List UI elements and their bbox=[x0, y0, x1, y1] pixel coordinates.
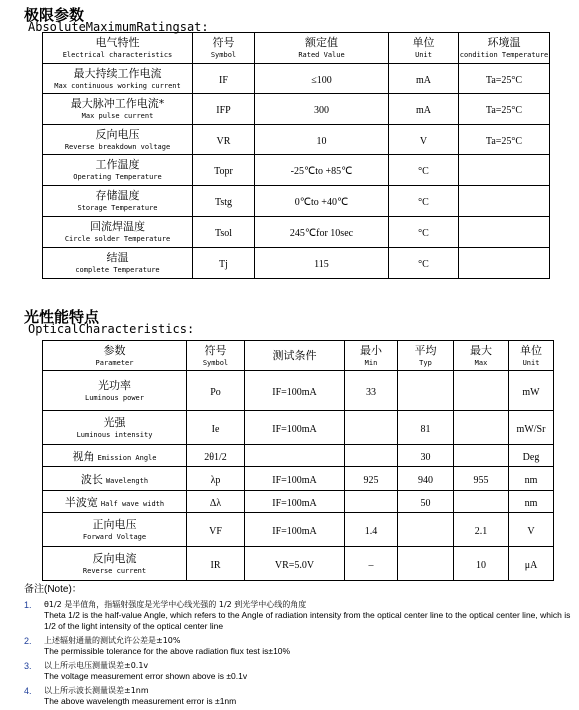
symbol-value: IF bbox=[219, 74, 228, 86]
value-cell bbox=[255, 248, 389, 279]
cond-value: Ta=25°C bbox=[485, 105, 523, 116]
header-cell bbox=[454, 341, 509, 371]
section-title-cn: 光性能特点 bbox=[24, 308, 100, 326]
symbol-cell bbox=[193, 94, 255, 125]
note-text-en: The above wavelength measurement error is ±1nm bbox=[44, 696, 237, 706]
symbol-value: Po bbox=[210, 386, 221, 398]
table-row bbox=[43, 445, 554, 467]
note-body bbox=[44, 685, 236, 707]
parameter-en: complete Temperature bbox=[75, 266, 160, 274]
unit-cell bbox=[389, 155, 459, 186]
value-cell bbox=[255, 64, 389, 94]
header-en: Typ bbox=[419, 358, 432, 367]
unit-value: V bbox=[527, 525, 535, 537]
parameter-cn: 光强 bbox=[103, 415, 126, 429]
parameter-cn: 工作温度 bbox=[95, 158, 140, 171]
cond-cell bbox=[245, 491, 345, 513]
parameter-en: Emission Angle bbox=[97, 453, 157, 462]
unit-cell bbox=[509, 513, 554, 547]
table-row bbox=[43, 94, 550, 125]
parameter-cell bbox=[43, 491, 187, 513]
min-value: 925 bbox=[363, 474, 379, 486]
header-cell bbox=[459, 33, 550, 64]
header-en: Electrical characteristics bbox=[62, 51, 173, 59]
min-cell bbox=[345, 547, 398, 581]
unit-value: V bbox=[419, 135, 428, 147]
symbol-cell bbox=[187, 513, 245, 547]
symbol-value: Topr bbox=[214, 166, 233, 177]
parameter-cell bbox=[43, 445, 187, 467]
header-cn: 电气特性 bbox=[95, 36, 140, 49]
min-cell bbox=[345, 371, 398, 411]
symbol-cell bbox=[187, 445, 245, 467]
header-cell bbox=[187, 341, 245, 371]
symbol-cell bbox=[193, 125, 255, 155]
cond-value: IF=100mA bbox=[272, 474, 317, 486]
value-value: -25℃to +85℃ bbox=[290, 166, 353, 177]
unit-cell bbox=[389, 186, 459, 217]
parameter-cell bbox=[43, 155, 193, 186]
header-cn: 最大 bbox=[470, 343, 492, 357]
header-en: Parameter bbox=[95, 358, 134, 367]
parameter-cell bbox=[43, 513, 187, 547]
min-value: 1.4 bbox=[364, 525, 378, 537]
table-row bbox=[43, 64, 550, 94]
typ-cell bbox=[398, 513, 454, 547]
table-header-row bbox=[43, 33, 550, 64]
cond-cell bbox=[245, 547, 345, 581]
section-title-absolute-max bbox=[24, 8, 209, 32]
min-cell bbox=[345, 411, 398, 445]
parameter-cn: 存储温度 bbox=[95, 189, 140, 202]
table-row bbox=[43, 547, 554, 581]
typ-value: 940 bbox=[418, 474, 433, 486]
min-cell bbox=[345, 491, 398, 513]
parameter-en: Half wave width bbox=[100, 499, 165, 508]
table-row bbox=[43, 411, 554, 445]
parameter-cell bbox=[43, 371, 187, 411]
table-row bbox=[43, 513, 554, 547]
note-number: 1. bbox=[24, 600, 32, 610]
note-text-en: The permissible tolerance for the above radiation flux test is±10% bbox=[44, 646, 291, 656]
notes-title: 备注(Note)： bbox=[24, 584, 82, 595]
parameter-cell bbox=[43, 125, 193, 155]
absolute-max-ratings-table bbox=[42, 32, 550, 279]
parameter-cn: 最大持续工作电流 bbox=[73, 66, 162, 80]
note-body bbox=[44, 660, 247, 682]
unit-value: μA bbox=[524, 559, 538, 571]
header-en: Rated Value bbox=[298, 51, 345, 59]
note-number: 4. bbox=[24, 686, 32, 696]
symbol-cell bbox=[193, 217, 255, 248]
parameter-cn: 视角 bbox=[72, 449, 95, 463]
typ-cell bbox=[398, 445, 454, 467]
max-cell bbox=[454, 491, 509, 513]
parameter-cn: 波长 bbox=[80, 472, 103, 486]
unit-value: Deg bbox=[522, 451, 540, 463]
unit-cell bbox=[509, 411, 554, 445]
table-row bbox=[43, 217, 550, 248]
header-cn: 参数 bbox=[103, 343, 126, 357]
value-cell bbox=[255, 186, 389, 217]
symbol-cell bbox=[187, 491, 245, 513]
table-row bbox=[43, 491, 554, 513]
unit-cell bbox=[389, 64, 459, 94]
symbol-value: Tj bbox=[219, 259, 228, 270]
table-row bbox=[43, 155, 550, 186]
cond-value: Ta=25°C bbox=[485, 74, 523, 86]
header-cell bbox=[345, 341, 398, 371]
cond-cell bbox=[245, 445, 345, 467]
max-cell bbox=[454, 445, 509, 467]
cond-value: IF=100mA bbox=[272, 525, 317, 537]
symbol-value: λp bbox=[210, 474, 221, 486]
symbol-value: Δλ bbox=[209, 497, 222, 509]
cond-cell bbox=[245, 411, 345, 445]
value-value: ≤100 bbox=[311, 74, 332, 86]
parameter-en: Reverse breakdown voltage bbox=[64, 142, 171, 151]
symbol-cell bbox=[187, 467, 245, 491]
unit-value: mW bbox=[522, 386, 540, 398]
note-item bbox=[24, 685, 576, 707]
cond-value: IF=100mA bbox=[272, 423, 317, 435]
note-body bbox=[44, 635, 290, 657]
optical-characteristics-table bbox=[42, 340, 554, 581]
symbol-cell bbox=[193, 248, 255, 279]
header-en: Symbol bbox=[202, 358, 229, 367]
parameter-cell bbox=[43, 186, 193, 217]
symbol-cell bbox=[187, 547, 245, 581]
header-en: condition Temperature bbox=[459, 51, 549, 59]
unit-cell bbox=[389, 217, 459, 248]
unit-value: °C bbox=[418, 197, 429, 208]
header-en: Min bbox=[364, 358, 378, 367]
max-cell bbox=[454, 371, 509, 411]
cond-value: Ta=25°C bbox=[485, 135, 523, 147]
value-value: 10 bbox=[316, 135, 327, 147]
min-cell bbox=[345, 513, 398, 547]
cond-cell bbox=[459, 155, 550, 186]
unit-cell bbox=[509, 445, 554, 467]
symbol-cell bbox=[187, 411, 245, 445]
header-cell bbox=[43, 33, 193, 64]
parameter-en: Luminous intensity bbox=[76, 430, 153, 439]
notes-section bbox=[24, 583, 576, 707]
cond-cell bbox=[459, 186, 550, 217]
parameter-cn: 光功率 bbox=[98, 378, 131, 392]
unit-cell bbox=[389, 125, 459, 155]
header-cn: 平均 bbox=[414, 343, 437, 357]
cond-cell bbox=[459, 94, 550, 125]
typ-cell bbox=[398, 411, 454, 445]
parameter-cn: 反向电压 bbox=[95, 127, 140, 141]
unit-cell bbox=[509, 467, 554, 491]
parameter-cn: 半波宽 bbox=[64, 495, 98, 509]
max-value: 10 bbox=[476, 559, 486, 571]
value-value: 245℃for 10sec bbox=[289, 228, 354, 239]
min-cell bbox=[345, 467, 398, 491]
max-cell bbox=[454, 411, 509, 445]
header-cell bbox=[509, 341, 554, 371]
note-item bbox=[24, 635, 576, 657]
parameter-en: Max pulse current bbox=[81, 112, 154, 120]
parameter-cell bbox=[43, 64, 193, 94]
symbol-value: IR bbox=[210, 559, 221, 571]
parameter-cn: 正向电压 bbox=[92, 517, 137, 531]
max-cell bbox=[454, 513, 509, 547]
cond-cell bbox=[245, 467, 345, 491]
parameter-en: Reverse current bbox=[82, 566, 147, 575]
unit-value: mW/Sr bbox=[516, 423, 546, 435]
note-item bbox=[24, 660, 576, 682]
unit-cell bbox=[509, 371, 554, 411]
parameter-cell bbox=[43, 411, 187, 445]
value-value: 115 bbox=[314, 259, 329, 270]
typ-value: 50 bbox=[420, 497, 431, 509]
min-value: 33 bbox=[366, 386, 376, 398]
header-en: Unit bbox=[415, 51, 432, 59]
value-cell bbox=[255, 94, 389, 125]
typ-cell bbox=[398, 467, 454, 491]
unit-cell bbox=[509, 491, 554, 513]
header-cell bbox=[398, 341, 454, 371]
note-number: 2. bbox=[24, 636, 32, 646]
max-value: 955 bbox=[473, 474, 489, 486]
table-row bbox=[43, 371, 554, 411]
header-cell bbox=[389, 33, 459, 64]
header-cn: 最小 bbox=[360, 343, 382, 357]
min-value: – bbox=[368, 559, 374, 571]
parameter-en: Storage Temperature bbox=[77, 204, 158, 212]
parameter-cell bbox=[43, 248, 193, 279]
cond-cell bbox=[459, 125, 550, 155]
parameter-cn: 最大脉冲工作电流* bbox=[70, 97, 165, 110]
note-body bbox=[44, 599, 576, 632]
header-cn: 额定值 bbox=[305, 36, 338, 49]
table-row bbox=[43, 186, 550, 217]
symbol-value: Ie bbox=[211, 423, 220, 435]
header-cn: 单位 bbox=[520, 343, 542, 357]
cond-value: VR=5.0V bbox=[274, 559, 315, 571]
typ-value: 30 bbox=[420, 451, 431, 463]
cond-cell bbox=[459, 64, 550, 94]
note-text-cn: 以上所示波长测量误差±1nm bbox=[44, 686, 149, 695]
symbol-cell bbox=[193, 155, 255, 186]
symbol-value: VF bbox=[209, 525, 222, 537]
header-en: Symbol bbox=[210, 51, 237, 59]
symbol-cell bbox=[193, 64, 255, 94]
value-value: 300 bbox=[314, 105, 329, 116]
parameter-en: Luminous power bbox=[84, 393, 144, 402]
note-number: 3. bbox=[24, 661, 32, 671]
parameter-cell bbox=[43, 217, 193, 248]
section-title-en: OpticalCharacteristics: bbox=[28, 322, 195, 336]
symbol-value: 2θ1/2 bbox=[204, 451, 227, 463]
parameter-cn: 回流焊温度 bbox=[90, 220, 145, 233]
parameter-cell bbox=[43, 467, 187, 491]
symbol-value: VR bbox=[216, 135, 231, 147]
parameter-cell bbox=[43, 94, 193, 125]
max-cell bbox=[454, 547, 509, 581]
table-row bbox=[43, 248, 550, 279]
symbol-cell bbox=[193, 186, 255, 217]
min-cell bbox=[345, 445, 398, 467]
note-item bbox=[24, 599, 576, 632]
symbol-value: Tsol bbox=[214, 228, 233, 239]
unit-cell bbox=[389, 248, 459, 279]
value-value: 0℃to +40℃ bbox=[294, 197, 349, 208]
header-cn: 符号 bbox=[212, 36, 235, 49]
typ-cell bbox=[398, 491, 454, 513]
value-cell bbox=[255, 125, 389, 155]
section-title-cn: 极限参数 bbox=[24, 6, 85, 24]
header-cn: 单位 bbox=[412, 36, 435, 49]
unit-cell bbox=[389, 94, 459, 125]
typ-value: 81 bbox=[420, 423, 431, 435]
unit-value: nm bbox=[524, 474, 538, 486]
section-title-en: AbsoluteMaximumRatingsat: bbox=[28, 20, 209, 34]
cond-cell bbox=[245, 371, 345, 411]
cond-cell bbox=[459, 217, 550, 248]
unit-value: mA bbox=[416, 74, 431, 86]
typ-cell bbox=[398, 371, 454, 411]
value-cell bbox=[255, 217, 389, 248]
cond-cell bbox=[245, 513, 345, 547]
table-row bbox=[43, 467, 554, 491]
header-cell bbox=[255, 33, 389, 64]
header-cn: 环境温 bbox=[487, 36, 521, 49]
cond-cell bbox=[459, 248, 550, 279]
note-text-en: The voltage measurement error shown above is ±0.1v bbox=[44, 671, 248, 681]
max-value: 2.1 bbox=[474, 525, 488, 537]
unit-value: nm bbox=[524, 497, 538, 509]
header-cn: 测试条件 bbox=[272, 348, 317, 362]
cond-value: IF=100mA bbox=[272, 386, 317, 398]
parameter-en: Wavelength bbox=[105, 476, 149, 485]
unit-value: mA bbox=[416, 105, 431, 116]
symbol-value: Tstg bbox=[214, 197, 233, 208]
header-en: Unit bbox=[522, 358, 540, 367]
table-row bbox=[43, 125, 550, 155]
header-cn: 符号 bbox=[204, 343, 227, 357]
parameter-en: Circle solder Temperature bbox=[64, 235, 171, 243]
parameter-en: Operating Temperature bbox=[73, 173, 162, 181]
header-cell bbox=[43, 341, 187, 371]
note-text-cn: 以上所示电压测量误差±0.1v bbox=[44, 661, 149, 670]
symbol-cell bbox=[187, 371, 245, 411]
parameter-cn: 反向电流 bbox=[92, 551, 137, 565]
unit-value: °C bbox=[418, 259, 429, 270]
header-cell bbox=[245, 341, 345, 371]
typ-cell bbox=[398, 547, 454, 581]
section-title-optical bbox=[24, 310, 194, 334]
parameter-en: Max continuous working current bbox=[54, 81, 181, 90]
note-text-cn: 上述辐射通量的测试允许公差是±10% bbox=[44, 636, 181, 645]
note-text-en: Theta 1/2 is the half-value Angle, which refers to the Angle of radiation intensity from the optical center line to the optical center line, which is 1/2 of the light intensity of the optical center line bbox=[44, 610, 571, 631]
header-en: Max bbox=[474, 358, 488, 367]
parameter-cn: 结温 bbox=[106, 251, 129, 264]
unit-cell bbox=[509, 547, 554, 581]
note-text-cn: θ1/2 是半值角，指辐射强度是光学中心线光强的 1/2 到光学中心线的角度 bbox=[44, 600, 307, 609]
unit-value: °C bbox=[418, 166, 429, 177]
table-header-row bbox=[43, 341, 554, 371]
cond-value: IF=100mA bbox=[272, 497, 317, 509]
parameter-cell bbox=[43, 547, 187, 581]
header-cell bbox=[193, 33, 255, 64]
parameter-en: Forward Voltage bbox=[82, 532, 147, 541]
max-cell bbox=[454, 467, 509, 491]
unit-value: °C bbox=[418, 228, 429, 239]
symbol-value: IFP bbox=[216, 105, 231, 116]
value-cell bbox=[255, 155, 389, 186]
